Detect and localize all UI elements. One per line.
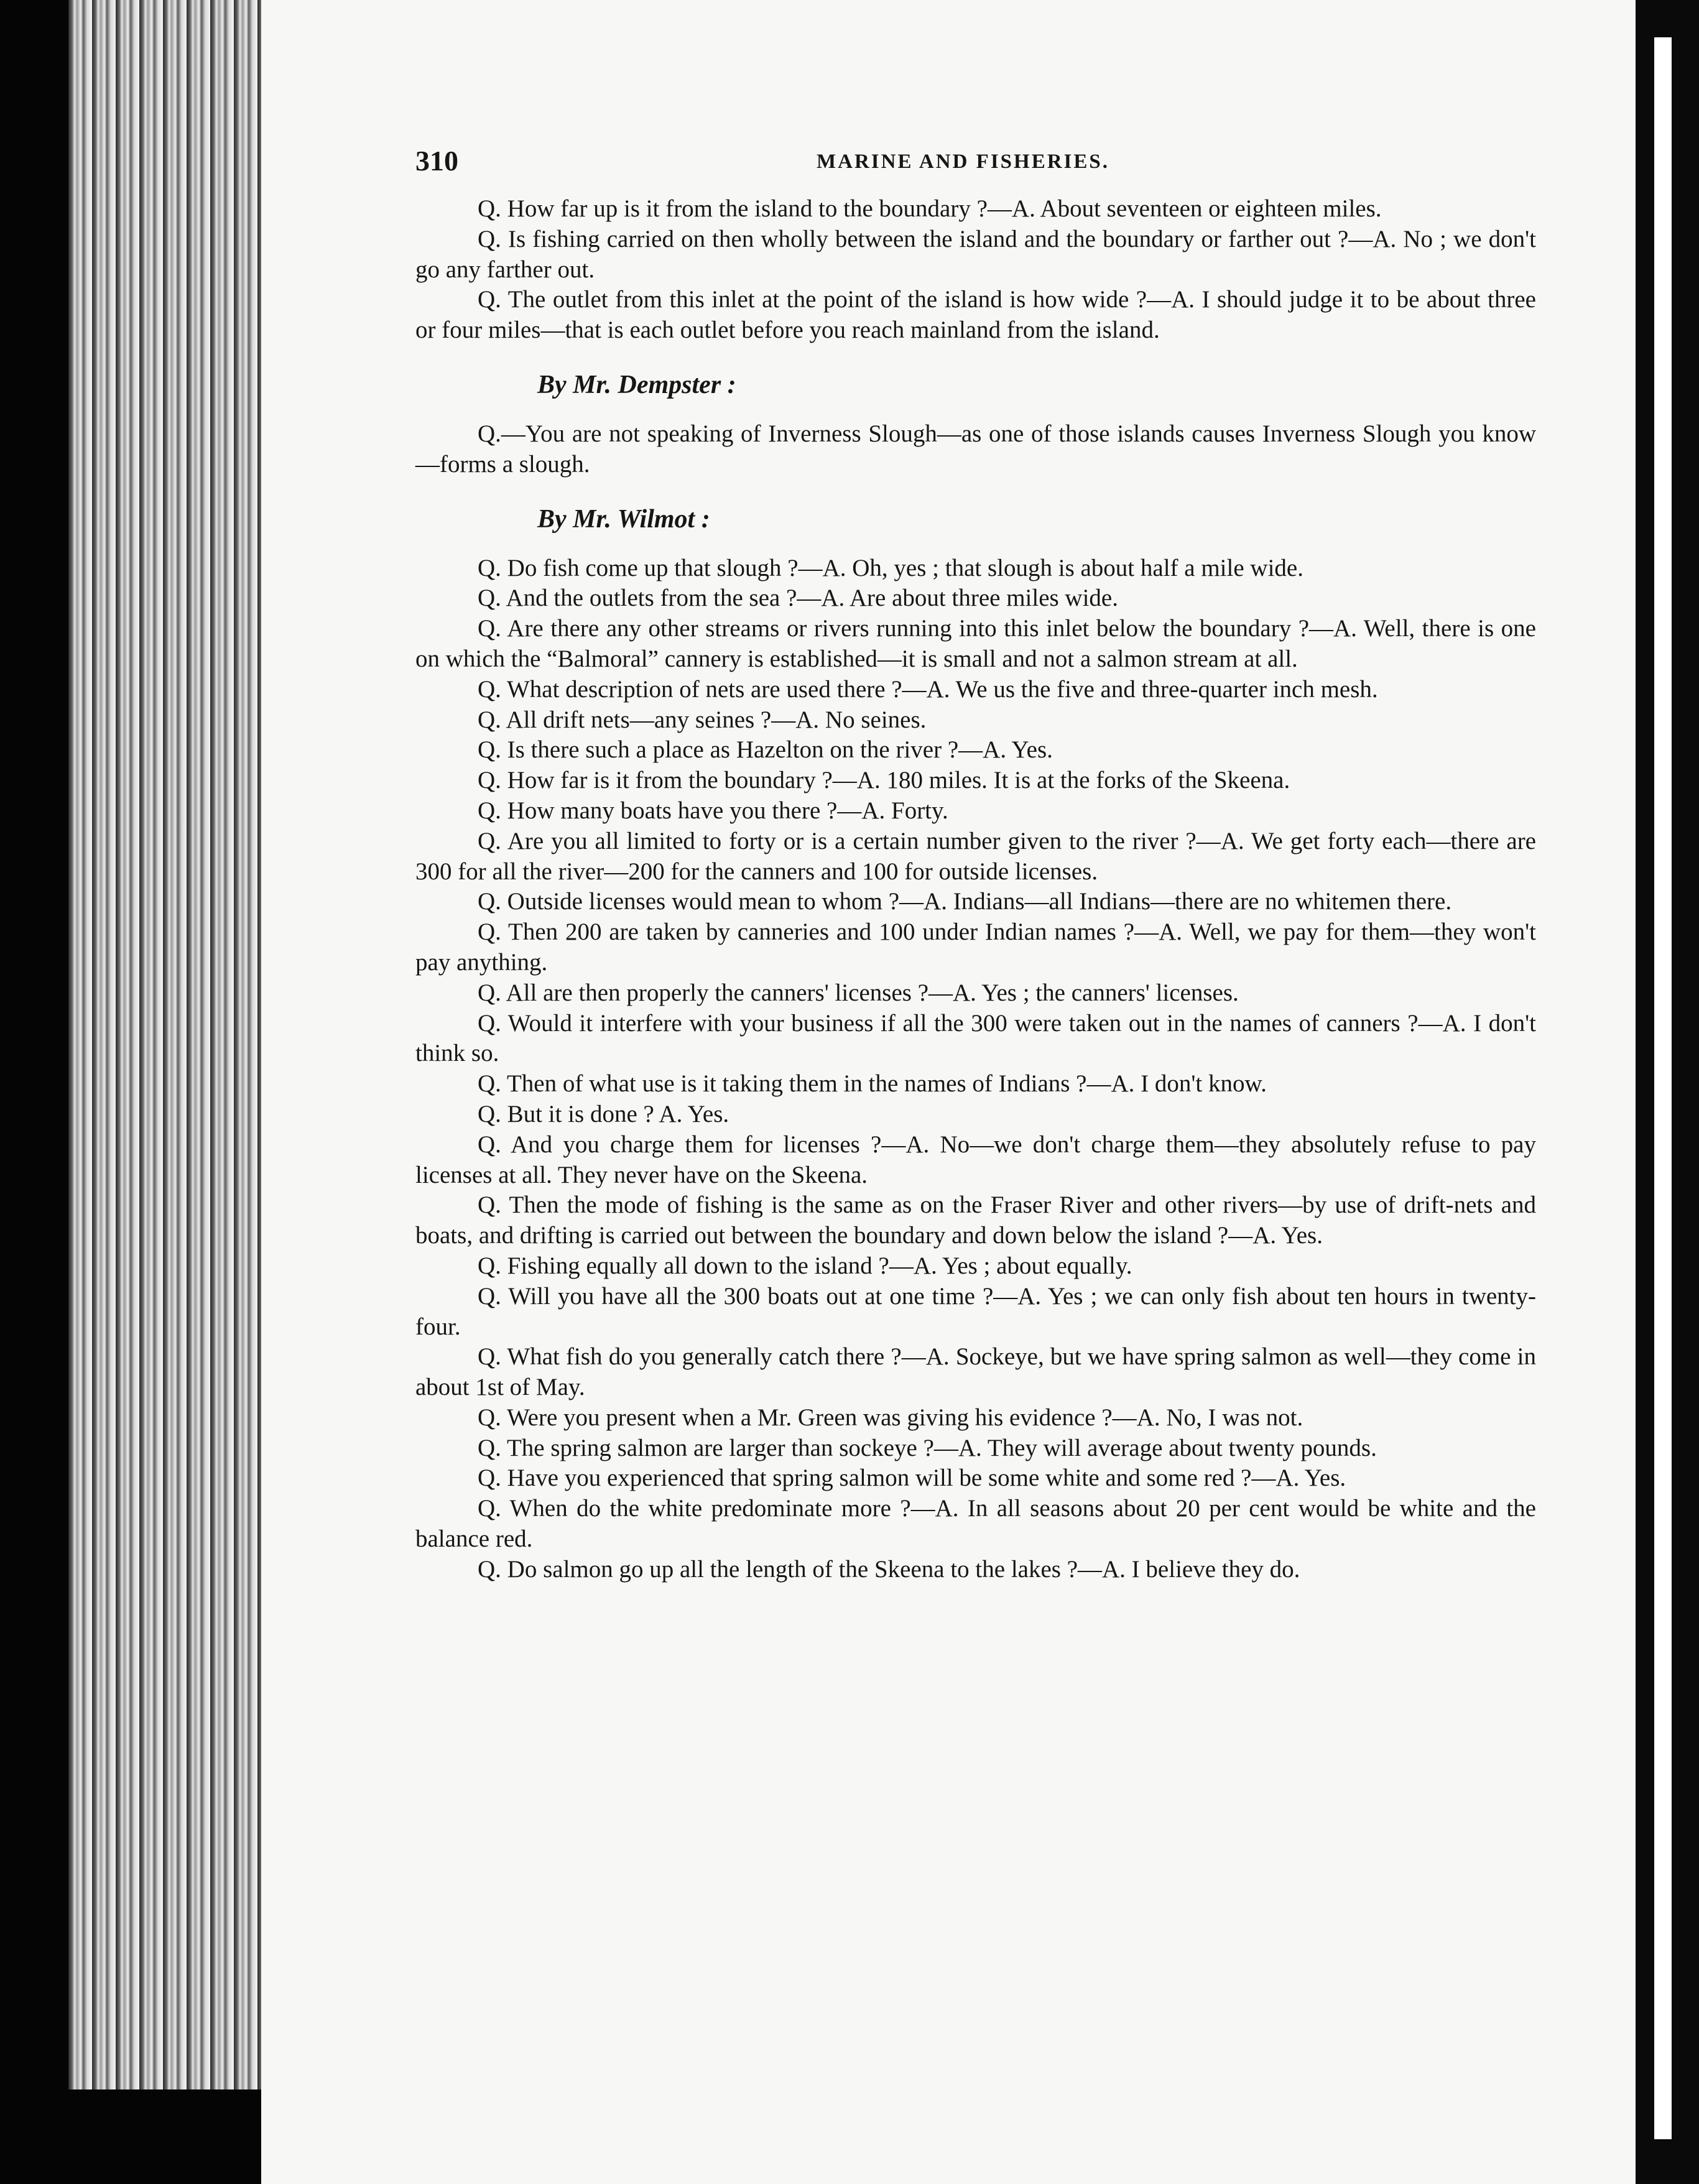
qa-paragraph: Q. Outside licenses would mean to whom ?—A. Indians—all Indians—there are no whitemen there. xyxy=(478,888,1452,915)
qa-paragraph: Q. The outlet from this inlet at the point of the island is how wide ?—A. I should judge it to be about three or four miles—that is each outlet before you reach mainland from the island. xyxy=(415,286,1536,344)
page-text xyxy=(415,144,1536,1585)
qa-paragraph: Q. All are then properly the canners' licenses ?—A. Yes ; the canners' licenses. xyxy=(478,979,1239,1006)
speaker-heading-wilmot: By Mr. Wilmot : xyxy=(537,504,710,534)
facing-page-edge xyxy=(1654,37,1672,2139)
qa-paragraph: Q. Do fish come up that slough ?—A. Oh, yes ; that slough is about half a mile wide. xyxy=(478,554,1303,581)
qa-paragraph: Q. How far is it from the boundary ?—A. 180 miles. It is at the forks of the Skeena. xyxy=(478,767,1290,794)
qa-paragraph: Q. But it is done ? A. Yes. xyxy=(478,1100,729,1127)
qa-paragraph: Q. Fishing equally all down to the island ?—A. Yes ; about equally. xyxy=(478,1252,1132,1279)
qa-paragraph: Q. What description of nets are used there ?—A. We us the five and three-quarter inch mesh. xyxy=(478,675,1378,703)
section-dempster xyxy=(415,419,1536,480)
qa-paragraph: Q. Is there such a place as Hazelton on the river ?—A. Yes. xyxy=(478,736,1053,764)
qa-paragraph: Q. Are there any other streams or rivers running into this inlet below the boundary ?—A. Well, there is one on which the “Balmoral” cannery is established—it is small and not a salmon stream at all. xyxy=(415,615,1536,672)
qa-paragraph: Q. When do the white predominate more ?—A. In all seasons about 20 per cent would be white and the balance red. xyxy=(415,1495,1536,1553)
qa-paragraph: Q. How many boats have you there ?—A. Forty. xyxy=(478,797,948,824)
qa-paragraph: Q. Then 200 are taken by canneries and 100 under Indian names ?—A. Well, we pay for them—they won't pay anything. xyxy=(415,918,1536,976)
qa-paragraph: Q. How far up is it from the island to the boundary ?—A. About seventeen or eighteen miles. xyxy=(478,195,1382,222)
qa-paragraph: Q.—You are not speaking of Inverness Slough—as one of those islands causes Inverness Slough you know—forms a slough. xyxy=(415,420,1536,478)
qa-paragraph: Q. What fish do you generally catch there ?—A. Sockeye, but we have spring salmon as well—they come in about 1st of May. xyxy=(415,1343,1536,1401)
qa-paragraph: Q. Then the mode of fishing is the same as on the Fraser River and other rivers—by use of drift-nets and boats, and drifting is carried out between the boundary and down below the island ?—A. Yes. xyxy=(415,1191,1536,1249)
qa-paragraph: Q. Are you all limited to forty or is a certain number given to the river ?—A. We get forty each—there are 300 for all the river—200 for the canners and 100 for outside licenses. xyxy=(415,827,1536,885)
qa-paragraph: Q. Will you have all the 300 boats out at one time ?—A. Yes ; we can only fish about ten hours in twenty-four. xyxy=(415,1282,1536,1340)
qa-paragraph: Q. And you charge them for licenses ?—A. No—we don't charge them—they absolutely refuse to pay licenses at all. They never have on the Skeena. xyxy=(415,1131,1536,1188)
qa-paragraph: Q. Then of what use is it taking them in the names of Indians ?—A. I don't know. xyxy=(478,1070,1267,1098)
scan-right-border xyxy=(1636,0,1699,2184)
speaker-heading-dempster: By Mr. Dempster : xyxy=(537,370,736,399)
page-header xyxy=(415,144,1536,194)
section-wilmot xyxy=(415,553,1536,1585)
qa-paragraph: Q. Is fishing carried on then wholly between the island and the boundary or farther out ?—A. No ; we don't go any farther out. xyxy=(415,225,1536,283)
qa-paragraph: Q. And the outlets from the sea ?—A. Are about three miles wide. xyxy=(478,585,1118,612)
section-opening xyxy=(415,194,1536,346)
qa-paragraph: Q. Have you experienced that spring salmon will be some white and some red ?—A. Yes. xyxy=(478,1464,1346,1492)
page-number: 310 xyxy=(415,145,458,177)
qa-paragraph: Q. Do salmon go up all the length of the Skeena to the lakes ?—A. I believe they do. xyxy=(478,1555,1300,1583)
qa-paragraph: Q. The spring salmon are larger than sockeye ?—A. They will average about twenty pounds. xyxy=(478,1434,1377,1461)
qa-paragraph: Q. Would it interfere with your business if all the 300 were taken out in the names of canners ?—A. I don't think so. xyxy=(415,1009,1536,1067)
book-page-edges xyxy=(68,0,267,2089)
qa-paragraph: Q. All drift nets—any seines ?—A. No seines. xyxy=(478,706,927,733)
qa-paragraph: Q. Were you present when a Mr. Green was giving his evidence ?—A. No, I was not. xyxy=(478,1404,1303,1431)
running-head: MARINE AND FISHERIES. xyxy=(817,150,1109,173)
